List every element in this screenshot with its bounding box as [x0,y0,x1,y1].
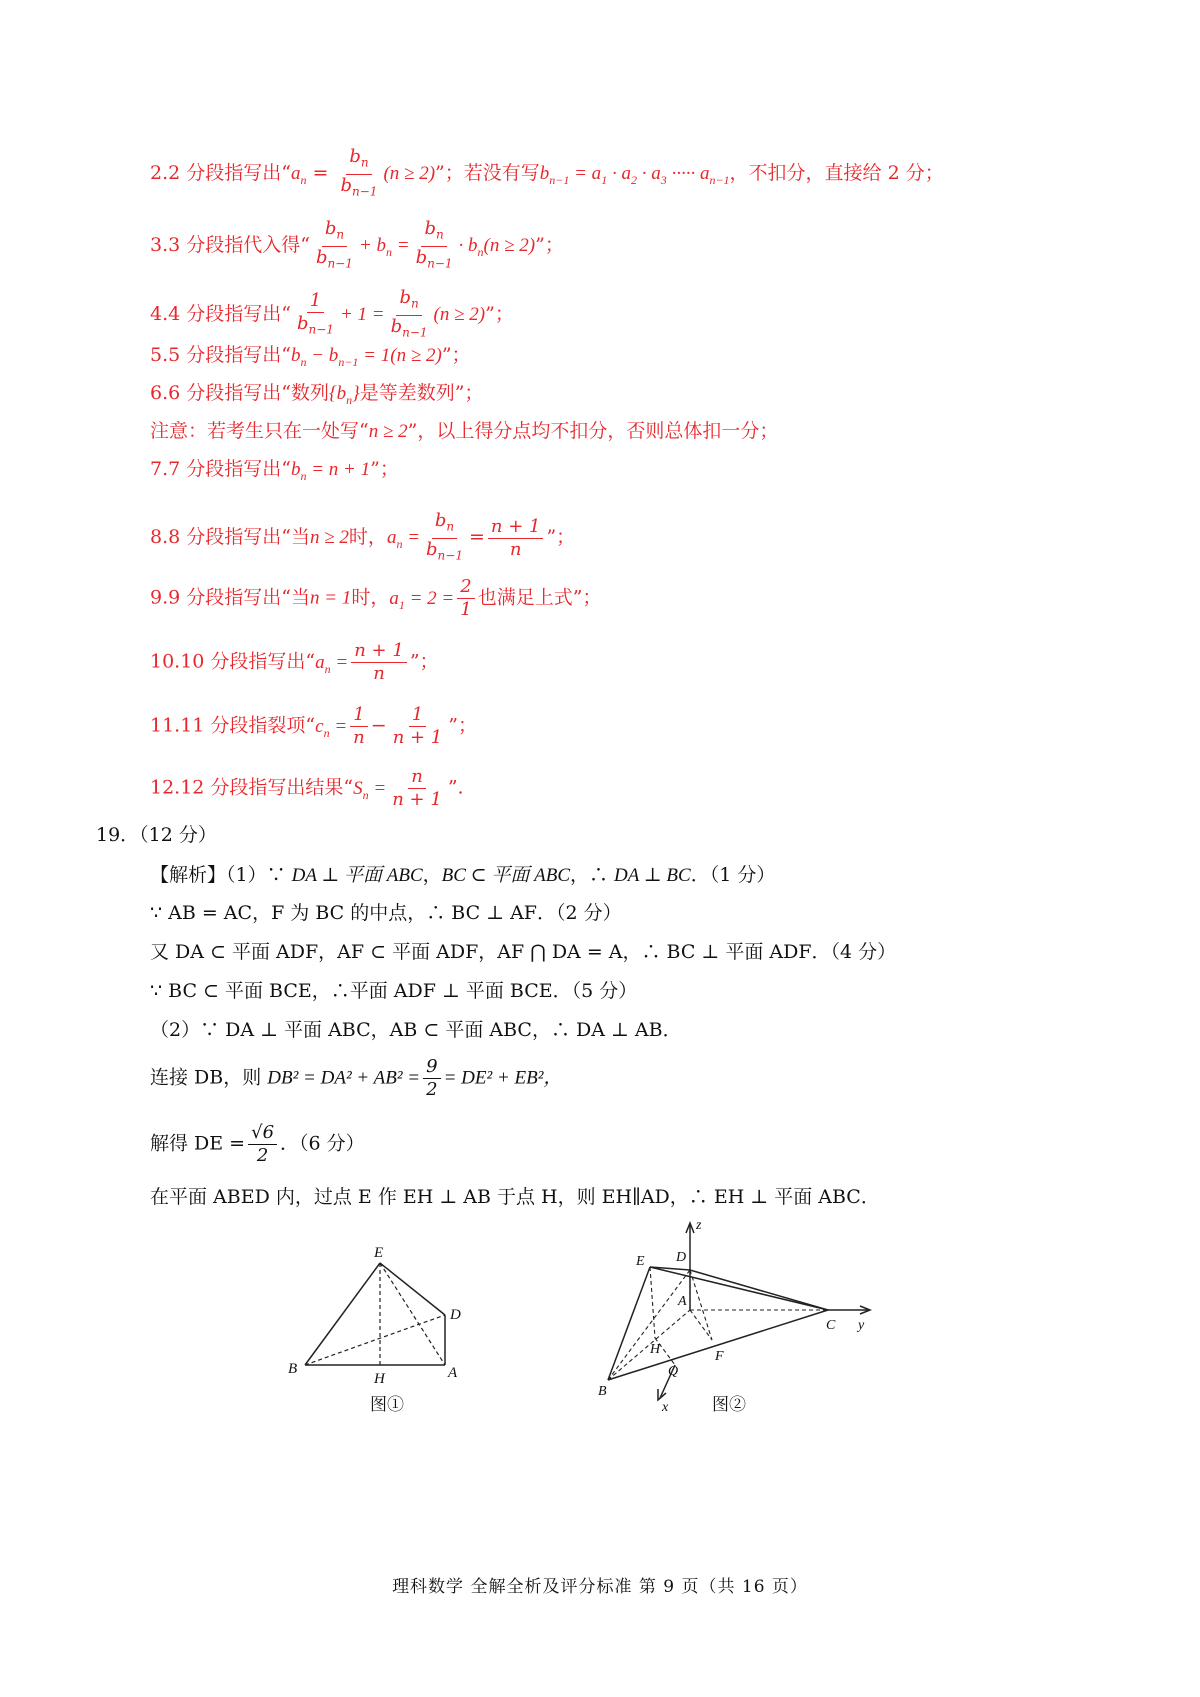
edge-eh [650,1267,655,1338]
q19-line-4: ∵ BC ⊂ 平面 BCE，∴平面 ADF ⊥ 平面 BCE．（5 分） [150,980,638,1002]
note-11-11: 11.11 分段指裂项“$c_n$ = $\frac{1}{n}$ − $\frac{1}{n + 1}$ ”； [150,704,477,748]
label-q: Q [668,1364,679,1379]
note-4-4: 4.4 分段指写出“ $\frac{1}{b_{n-1}}$ + 1 = $\frac{b_n}{b_{n-1}}$ (n ≥ 2)”； [150,287,514,340]
note-6-6: 6.6 分段指写出“数列$\{b_n\}$是等差数列”； [150,382,484,407]
edge-be [608,1267,650,1380]
label-f: F [715,1349,724,1364]
figure-1 [280,1235,500,1395]
label-a: A [448,1365,458,1381]
label-e: E [374,1245,384,1261]
note-10-10: 10.10 分段指写出“$a_n$ = $\frac{n + 1}{n}$ ”； [150,640,439,684]
edge-be [305,1263,380,1365]
edge-ed [380,1263,445,1315]
note-attention: 注意：若考生只在一处写“n ≥ 2”，以上得分点均不扣分，否则总体扣一分； [150,420,779,442]
edge-ea [380,1263,445,1365]
q19-line-1: 【解析】（1）∵ DA ⊥ 平面 ABC，BC ⊂ 平面 ABC，∴ DA ⊥ BC．（1 分） [150,864,776,886]
edge-af [690,1310,712,1340]
label-b: B [288,1361,298,1377]
q19-line-5: （2）∵ DA ⊥ 平面 ABC，AB ⊂ 平面 ABC，∴ DA ⊥ AB． [150,1019,682,1041]
figure-2 [600,1215,900,1415]
figure-1-caption: 图① [370,1395,404,1415]
q19-line-8: 在平面 ABED 内，过点 E 作 EH ⊥ AB 于点 H，则 EH∥AD，∴ EH ⊥ 平面 ABC． [150,1186,880,1208]
note-5-5: 5.5 分段指写出“$b_n - b_{n-1} = 1(n \ge 2)$”； [150,344,471,369]
q19-header: 19．（12 分） [96,824,217,846]
label-z: z [696,1218,702,1233]
label-h: H [650,1342,661,1357]
edge-dc [690,1270,828,1310]
note-12-12: 12.12 分段指写出结果“$S_n$ = $\frac{n}{n + 1}$ ”. [150,766,464,810]
page-footer: 理科数学 全解全析及评分标准 第 9 页（共 16 页） [392,1577,808,1597]
label-b: B [598,1384,607,1399]
edge-bc [608,1310,828,1380]
note-2-2: 2.2 分段指写出“$a_n$ = $\frac{b_n}{b_{n-1}}$ (n ≥ 2)”；若没有写$b_{n-1} = a_1 \cdot a_2 \cdot a_3$ ····· $a_{n-1}$，不扣分，直接给 2 分； [150,146,944,199]
note-9-9: 9.9 分段指写出“当n = 1时，$a_1 = 2$ = $\frac{2}{1}$ 也满足上式”； [150,576,602,620]
note-8-8: 8.8 分段指写出“当n ≥ 2时，$a_n$ = $\frac{b_n}{b_{n-1}}$ = $\frac{n + 1}{n}$ ”； [150,510,576,563]
q19-line-2: ∵ AB = AC，F 为 BC 的中点，∴ BC ⊥ AF．（2 分） [150,902,622,924]
note-7-7: 7.7 分段指写出“$b_n = n + 1$”； [150,458,399,483]
label-e: E [636,1254,645,1269]
q19-line-7: 解得 DE = $\frac{√6}{2}$ ．（6 分） [150,1122,365,1166]
label-c: C [826,1318,836,1333]
figure-2-caption: 图② [712,1395,746,1415]
note-3-3: 3.3 分段指代入得“ $\frac{b_n}{b_{n-1}}$ + $b_n$ = $\frac{b_n}{b_{n-1}}$ · $b_n(n \ge 2)$”； [150,218,564,271]
edge-bd [305,1315,445,1365]
label-y: y [858,1318,865,1333]
label-a: A [678,1294,687,1309]
label-x: x [662,1400,669,1415]
label-d: D [450,1307,461,1323]
q19-line-3: 又 DA ⊂ 平面 ADF，AF ⊂ 平面 ADF，AF ⋂ DA = A，∴ BC ⊥ 平面 ADF．（4 分） [150,941,897,963]
q19-line-6: 连接 DB，则 DB² = DA² + AB² = $\frac{9}{2}$ = DE² + EB²， [150,1056,563,1100]
label-h: H [374,1371,385,1387]
label-d: D [676,1250,687,1265]
